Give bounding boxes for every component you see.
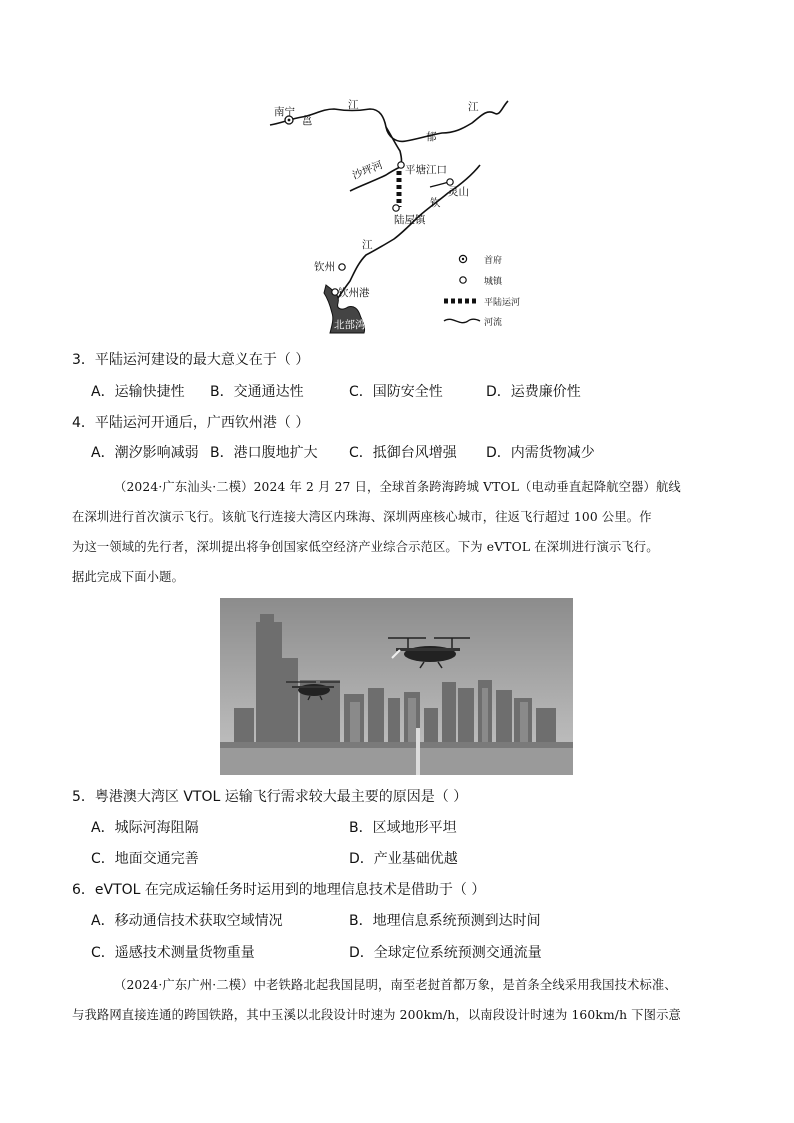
- q6-option-b: B．地理信息系统预测到达时间: [349, 913, 541, 929]
- q6-option-d: D．全球定位系统预测交通流量: [349, 945, 542, 961]
- q3-option-c: C．国防安全性: [349, 384, 443, 400]
- question-5-stem: 5．粤港澳大湾区 VTOL 运输飞行需求较大最主要的原因是（ ）: [72, 789, 468, 805]
- q6-option-a: A．移动通信技术获取空域情况: [91, 913, 283, 929]
- q5-option-c: C．地面交通完善: [91, 851, 199, 867]
- passage-line: 在深圳进行首次演示飞行。该航飞行连接大湾区内珠海、深圳两座核心城市，往返飞行超过 100 公里。作: [72, 510, 652, 524]
- label-jiang-3: 江: [362, 239, 373, 251]
- label-nanning: 南宁: [274, 106, 295, 118]
- passage-line: 与我路网直接连通的跨国铁路，其中玉溪以北段设计时速为 200km/h，以南段设计时速为 160km/h 下图示意: [72, 1008, 681, 1022]
- label-luwuzhen: 陆屋镇: [394, 214, 426, 226]
- legend-river-label: 河流: [484, 318, 503, 328]
- label-beibuwan: 北部湾: [334, 319, 366, 331]
- luwuzhen-marker: [393, 205, 399, 211]
- passage-railway: [72, 970, 752, 1030]
- passage-line: 为这一领域的先行者，深圳提出将争创国家低空经济产业综合示范区。下为 eVTOL 在深圳进行演示飞行。: [72, 540, 659, 554]
- q6-option-c: C．遥感技术测量货物重量: [91, 945, 255, 961]
- label-jiang-1: 江: [348, 99, 359, 111]
- q4-option-c: C．抵御台风增强: [349, 445, 457, 461]
- q5-option-b: B．区域地形平坦: [349, 820, 457, 836]
- question-4-stem: 4．平陆运河开通后，广西钦州港（ ）: [72, 415, 310, 431]
- legend-town-label: 城镇: [484, 277, 503, 287]
- qinzhou-marker: [339, 264, 345, 270]
- canal-map: [262, 95, 552, 340]
- q4-option-a: A．潮汐影响减弱: [91, 445, 199, 461]
- q3-option-d: D．运费廉价性: [486, 384, 581, 400]
- passage-line: （2024·广东广州·二模）中老铁路北起我国昆明，南至老挝首都万象，是首条全线采用我国技术标准、: [114, 978, 677, 992]
- legend-capital-label: 首府: [484, 256, 503, 266]
- legend-river-symbol: [444, 319, 480, 323]
- q5-option-a: A．城际河海阻隔: [91, 820, 199, 836]
- passage-line: 据此完成下面小题。: [72, 570, 185, 584]
- evtol-photo: [220, 598, 573, 775]
- question-6-stem: 6．eVTOL 在完成运输任务时运用到的地理信息技术是借助于（ ）: [72, 882, 486, 898]
- legend-canal-label: 平陆运河: [484, 298, 521, 308]
- q5-option-d: D．产业基础优越: [349, 851, 458, 867]
- label-lingshan: 灵山: [448, 186, 469, 198]
- label-yong: 邕: [302, 115, 313, 127]
- passage-line: （2024·广东汕头·二模）2024 年 2 月 27 日，全球首条跨海跨城 VTOL（电动垂直起降航空器）航线: [114, 480, 681, 494]
- passage-evtol: [72, 472, 752, 592]
- label-yu: 郁: [426, 131, 437, 143]
- pingtangjiangkou-marker: [398, 162, 404, 168]
- label-jiang-2: 江: [468, 101, 479, 113]
- label-shapinghe: 沙坪河: [350, 159, 385, 182]
- label-qinzhougang: 钦州港: [338, 287, 370, 299]
- legend-town-symbol: [460, 277, 466, 283]
- label-qin: 钦: [430, 197, 441, 209]
- label-pingtangjiangkou: 平塘江口: [405, 164, 447, 176]
- question-3-stem: 3．平陆运河建设的最大意义在于（ ）: [72, 352, 310, 368]
- label-qinzhou: 钦州: [314, 261, 335, 273]
- q4-option-d: D．内需货物减少: [486, 445, 595, 461]
- q3-option-a: A．运输快捷性: [91, 384, 185, 400]
- q3-option-b: B．交通通达性: [210, 384, 304, 400]
- q4-option-b: B．港口腹地扩大: [210, 445, 318, 461]
